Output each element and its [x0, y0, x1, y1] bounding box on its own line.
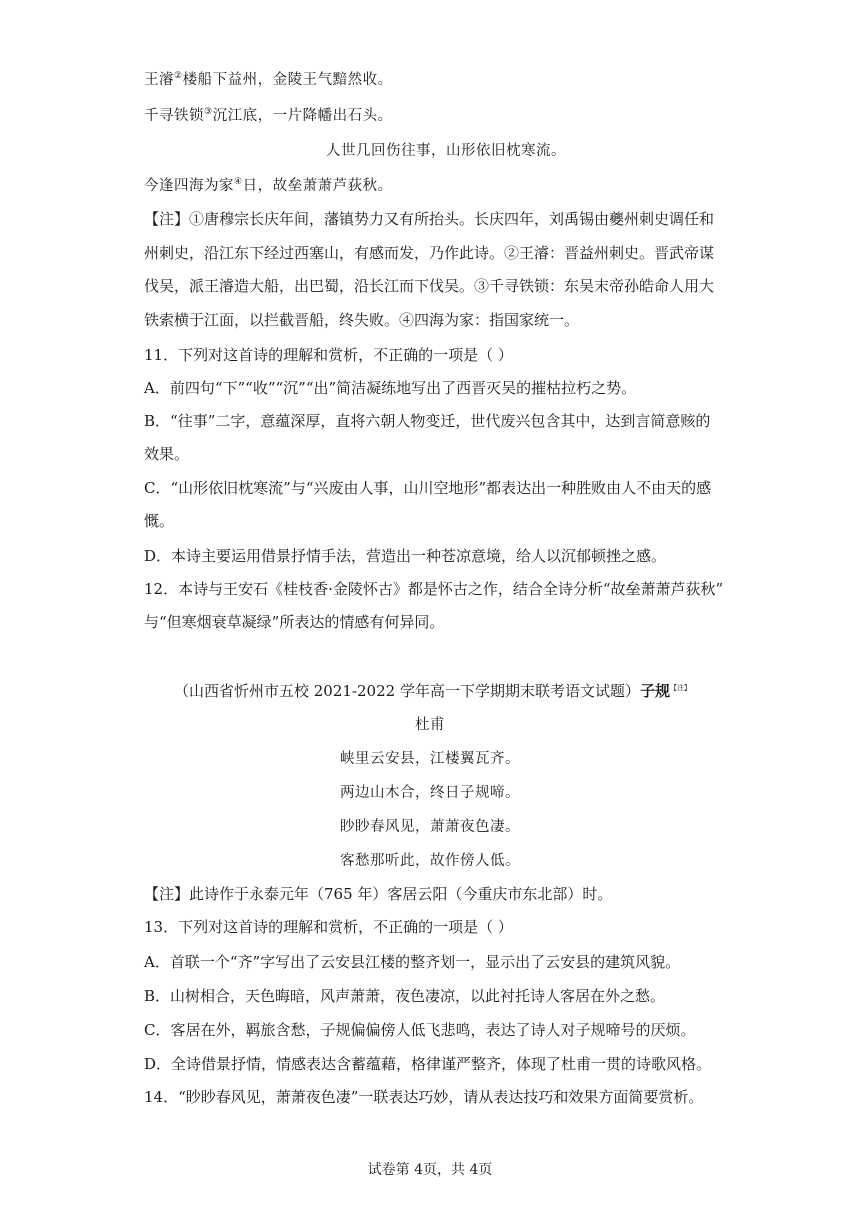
poem1-line4: 今逢四海为家④日，故垒萧萧芦荻秋。 — [144, 177, 393, 194]
question-11-option-c-cont: 慨。 — [144, 512, 175, 530]
question-13-option-d: D．全诗借景抒情，情感表达含蓄蕴藉，格律谨严整齐，体现了杜甫一贯的诗歌风格。 — [144, 1055, 712, 1073]
poem1-line3: 人世几回伤往事，山形依旧枕寒流。 — [326, 143, 566, 159]
poem1-line2: 千寻铁锁③沉江底，一片降幡出石头。 — [144, 107, 393, 124]
poem2-source: （山西省忻州市五校 2021-2022 学年高一下学期期末联考语文试题） — [174, 682, 640, 700]
question-11-option-b-cont: 效果。 — [144, 445, 190, 463]
poem2-note: 【注】此诗作于永泰元年（765 年）客居云阳（今重庆市东北部）时。 — [144, 885, 613, 903]
page-footer: 试卷第 4页，共 4页 — [367, 1162, 493, 1178]
note1-line: 【注】①唐穆宗长庆年间，藩镇势力又有所抬头。长庆四年，刘禹锡由夔州刺史调任和 — [144, 210, 715, 228]
question-14: 14．“眇眇春风见，萧萧夜色凄”一联表达巧妙，请从表达技巧和效果方面简要赏析。 — [144, 1088, 704, 1106]
poem2-author: 杜甫 — [415, 717, 445, 733]
question-11-stem: 11．下列对这首诗的理解和赏析，不正确的一项是（ ） — [144, 346, 513, 364]
poem2-line: 眇眇春风见，萧萧夜色凄。 — [340, 819, 520, 835]
question-11-option-c: C．“山形依旧枕寒流”与“兴废由人事，山川空地形”都表达出一种胜败由人不由天的感 — [144, 479, 712, 497]
footnote-marker: 【注】 — [669, 684, 691, 692]
poem2-line: 客愁那听此，故作傍人低。 — [340, 853, 520, 869]
poem2-title: 子规 — [639, 682, 670, 700]
poem2-line: 峡里云安县，江楼翼瓦齐。 — [340, 751, 520, 767]
question-13-option-a: A．首联一个“齐”字写出了云安县江楼的整齐划一，显示出了云安县的建筑风貌。 — [144, 953, 681, 971]
poem2-line: 两边山木合，终日子规啼。 — [340, 785, 520, 801]
poem1-line1: 王濬②楼船下益州，金陵王气黯然收。 — [144, 71, 393, 88]
note1-line: 伐吴，派王濬造大船，出巴蜀，沿长江而下伐吴。③千寻铁锁：东吴末帝孙皓命人用大 — [144, 277, 715, 295]
question-11-option-d: D．本诗主要运用借景抒情手法，营造出一种苍凉意境，给人以沉郁顿挫之感。 — [144, 547, 667, 565]
question-12-line2: 与“但寒烟衰草凝绿”所表达的情感有何异同。 — [144, 613, 445, 631]
question-12-line1: 12．本诗与王安石《桂枝香·金陵怀古》都是怀古之作，结合全诗分析“故垒萧萧芦荻秋” — [144, 580, 724, 598]
question-11-option-a: A．前四句“下”“收”“沉”“出”简洁凝练地写出了西晋灭吴的摧枯拉朽之势。 — [144, 379, 637, 397]
poem2-heading — [174, 681, 691, 701]
question-13-option-b: B．山树相合，天色晦暗，风声萧萧，夜色凄凉，以此衬托诗人客居在外之愁。 — [144, 987, 666, 1005]
note1-line: 铁索横于江面，以拦截晋船，终失败。④四海为家：指国家统一。 — [144, 311, 580, 329]
footnote-marker: ② — [174, 71, 183, 82]
question-13-stem: 13．下列对这首诗的理解和赏析，不正确的一项是（ ） — [144, 918, 513, 936]
footnote-marker: ③ — [204, 107, 213, 118]
footnote-marker: ④ — [234, 177, 243, 188]
question-11-option-b: B．“往事”二字，意蕴深厚，直将六朝人物变迁，世代废兴包含其中，达到言简意赅的 — [144, 412, 711, 430]
note1-line: 州刺史，沿江东下经过西塞山，有感而发，乃作此诗。②王濬：晋益州刺史。晋武帝谋 — [144, 244, 715, 262]
question-13-option-c: C．客居在外，羁旅含愁，子规偏偏傍人低飞悲鸣，表达了诗人对子规啼号的厌烦。 — [144, 1021, 696, 1039]
